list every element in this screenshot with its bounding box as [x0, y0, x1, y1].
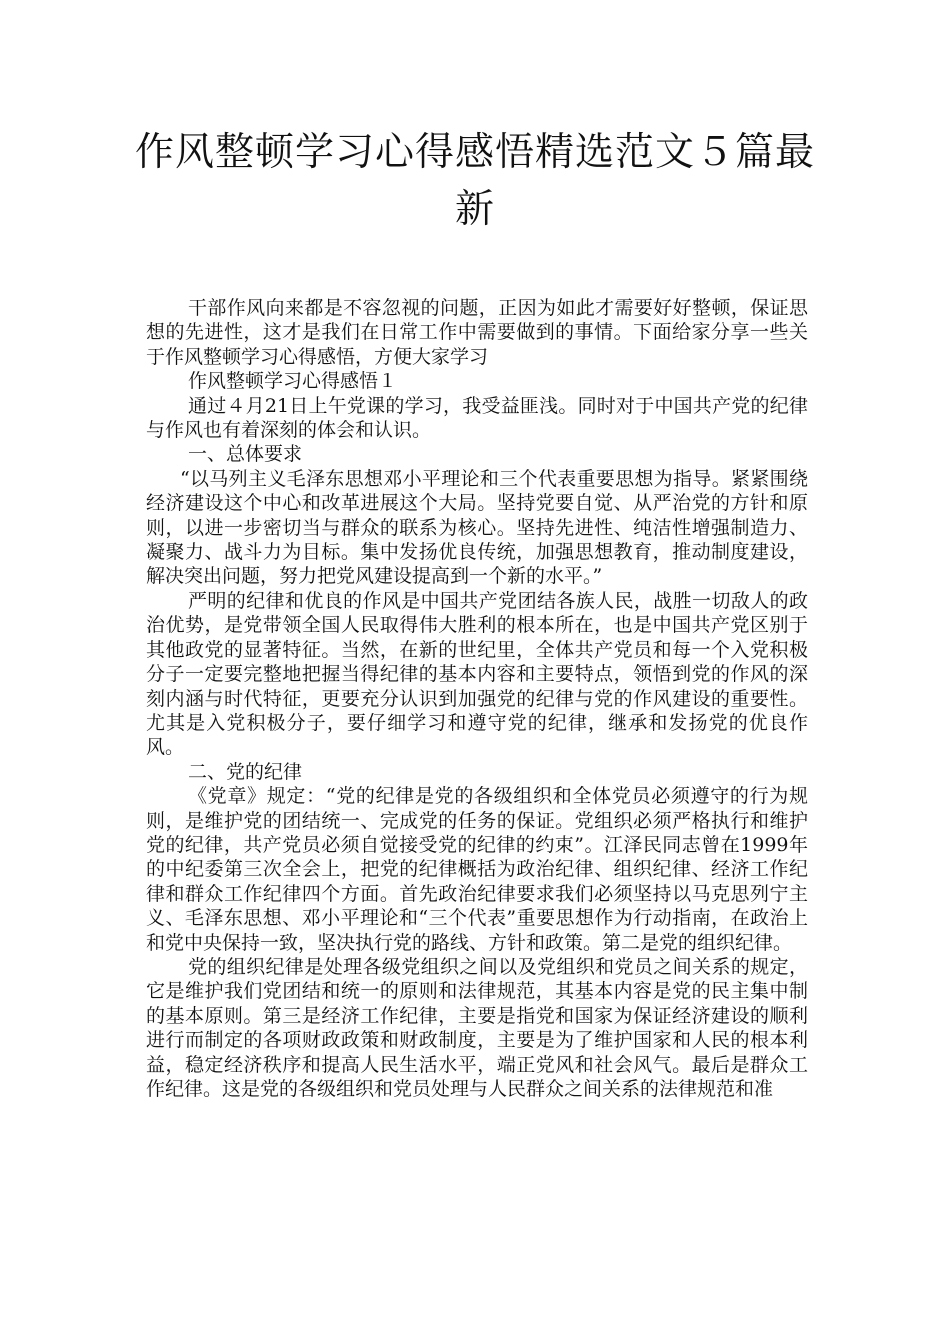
document-body [146, 296, 808, 1101]
body-paragraph: 严明的纪律和优良的作风是中国共产党团结各族人民，战胜一切敌人的政治优势，是党带领全国人民取得伟大胜利的根本所在，也是中国共产党区别于其他政党的显著特征。当然，在新的世纪里，全体共产党员和每一个入党积极分子一定要完整地把握当得纪律的基本内容和主要特点，领悟到党的作风的深刻内涵与时代特征，更要充分认识到加强党的纪律与党的作风建设的重要性。尤其是入党积极分子，要仔细学习和遵守党的纪律，继承和发扬党的优良作风。 [146, 589, 808, 759]
section-heading: 作风整顿学习心得感悟１ [188, 370, 398, 393]
intro-paragraph: 干部作风向来都是不容忽视的问题，正因为如此才需要好好整顿，保证思想的先进性，这才是我们在日常工作中需要做到的事情。下面给家分享一些关于作风整顿学习心得感悟，方便大家学习 [146, 297, 808, 368]
body-paragraph: 党的组织纪律是处理各级党组织之间以及党组织和党员之间关系的规定，它是维护我们党团结和统一的原则和法律规范，其基本内容是党的民主集中制的基本原则。第三是经济工作纪律，主要是指党和国家为保证经济建设的顺利进行而制定的各项财政政策和财政制度，主要是为了维护国家和人民的根本利益，稳定经济秩序和提高人民生活水平，端正党风和社会风气。最后是群众工作纪律。这是党的各级组织和党员处理与人民群众之间关系的法律规范和准 [146, 955, 808, 1100]
sub-heading: 二、党的纪律 [188, 760, 303, 783]
body-paragraph: 《党章》规定：“党的纪律是党的各级组织和全体党员必须遵守的行为规则，是维护党的团结统一、完成党的任务的保证。党组织必须严格执行和维护党的纪律，共产党员必须自觉接受党的纪律的约束”。江泽民同志曾在1999年的中纪委第三次全会上，把党的纪律概括为政治纪律、组织纪律、经济工作纪律和群众工作纪律四个方面。首先政治纪律要求我们必须坚持以马克思列宁主义、毛泽东思想、邓小平理论和“三个代表”重要思想作为行动指南，在政治上和党中央保持一致，坚决执行党的路线、方针和政策。第二是党的组织纪律。 [146, 785, 808, 954]
document-title: 作风整顿学习心得感悟精选范文５篇最新 [134, 130, 815, 232]
body-paragraph: 通过４月21日上午党课的学习，我受益匪浅。同时对于中国共产党的纪律与作风也有着深刻的体会和认识。 [146, 394, 808, 442]
quote-paragraph: “以马列主义毛泽东思想邓小平理论和三个代表重要思想为指导。紧紧围绕经济建设这个中心和改革进展这个大局。坚持党要自觉、从严治党的方针和原则，以进一步密切当与群众的联系为核心。坚持先进性、纯洁性增强制造力、凝聚力、战斗力为目标。集中发扬优良传统，加强思想教育，推动制度建设，解决突出问题，努力把党风建设提高到一个新的水平。” [146, 467, 808, 588]
sub-heading: 一、总体要求 [188, 443, 303, 466]
